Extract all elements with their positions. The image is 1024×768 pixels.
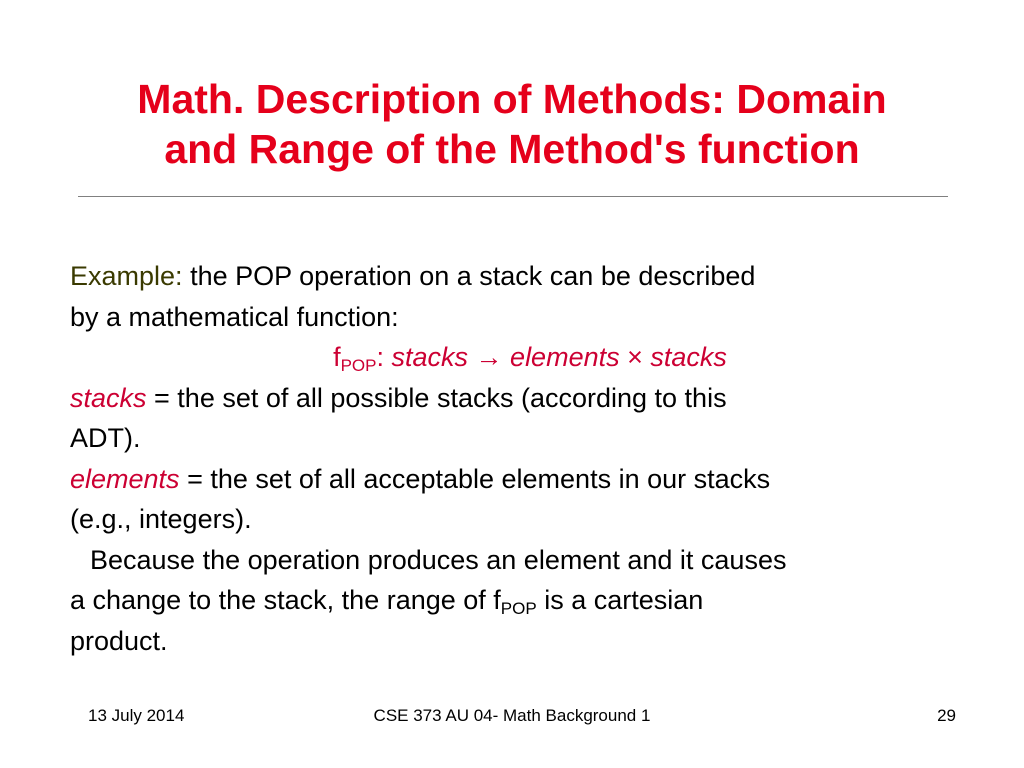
footer-course: CSE 373 AU 04- Math Background 1 <box>373 706 651 725</box>
because-text-1: Because the operation produces an element and it causes <box>90 544 787 575</box>
formula-stacks: stacks <box>650 342 727 372</box>
because-line-3: product. <box>70 625 168 656</box>
intro-line-2: by a mathematical function: <box>70 301 399 332</box>
slide-title <box>60 74 964 174</box>
elements-def-line-2: (e.g., integers). <box>70 504 252 534</box>
formula-domain: stacks <box>391 342 469 372</box>
slide-body <box>70 256 990 661</box>
formula-colon: : <box>376 342 392 372</box>
stacks-term: stacks <box>70 382 147 413</box>
title-line-2: and Range of the Method's function <box>164 126 860 172</box>
because-sub: POP <box>500 599 537 618</box>
formula-elements: elements <box>510 342 620 372</box>
formula-sub: POP <box>340 356 377 375</box>
intro-line-1 <box>70 256 990 297</box>
footer-date: 13 July 2014 <box>88 706 185 725</box>
because-line-2 <box>70 580 990 621</box>
elements-def-line-1 <box>70 459 990 500</box>
because-line-1 <box>70 540 990 581</box>
arrow-icon: → <box>468 342 511 372</box>
title-divider <box>78 196 948 197</box>
elements-term: elements <box>70 463 180 494</box>
example-label: Example: <box>70 261 183 291</box>
times-icon: × <box>619 342 651 372</box>
stacks-def-text: = the set of all possible stacks (according to this <box>146 382 727 413</box>
because-text-2-post: is a cartesian <box>536 585 704 615</box>
because-text-2-pre: a change to the stack, the range of f <box>70 585 501 615</box>
intro-text-1: the POP operation on a stack can be described <box>182 261 756 291</box>
footer-page-number: 29 <box>937 706 956 725</box>
formula-f: f <box>333 342 341 372</box>
stacks-def-line-1 <box>70 378 990 419</box>
stacks-def-line-2: ADT). <box>70 423 141 453</box>
title-line-1: Math. Description of Methods: Domain <box>137 76 887 122</box>
pop-formula <box>70 337 990 378</box>
elements-def-text: = the set of all acceptable elements in our stacks <box>179 463 771 494</box>
